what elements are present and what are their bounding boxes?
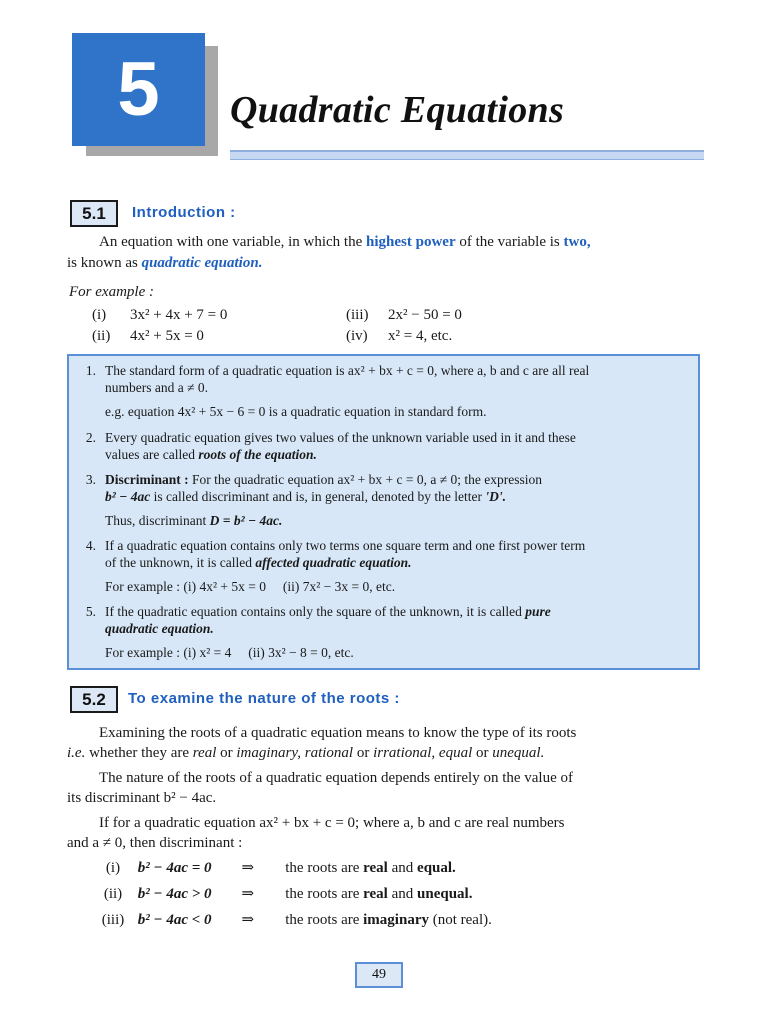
chapter-number: 5 <box>117 46 160 132</box>
note-number: 2. <box>85 430 96 445</box>
nature-paragraph: its discriminant b² − 4ac. <box>67 790 217 806</box>
section-number: 5.2 <box>70 686 118 713</box>
note-number: 3. <box>85 472 96 487</box>
example-item: (iii) 2x² − 50 = 0 <box>346 307 462 323</box>
note-text: numbers and a ≠ 0. <box>105 380 209 395</box>
nature-paragraph: If for a quadratic equation ax² + bx + c = 0; where a, b and c are real numbers <box>99 815 565 831</box>
note-text: quadratic equation. <box>105 621 214 636</box>
note-example: For example : (i) 4x² + 5x = 0 (ii) 7x² − 3x = 0, etc. <box>105 579 396 594</box>
note-text: of the unknown, it is called affected quadratic equation. <box>105 555 412 570</box>
note-number: 5. <box>85 604 96 619</box>
note-text: b² − 4ac is called discriminant and is, in general, denoted by the letter 'D'. <box>105 489 507 504</box>
nature-paragraph: and a ≠ 0, then discriminant : <box>67 835 243 851</box>
intro-paragraph-line2: is known as quadratic equation. <box>67 255 263 271</box>
note-example: e.g. equation 4x² + 5x − 6 = 0 is a quadratic equation in standard form. <box>105 404 487 419</box>
title-underline <box>230 150 704 160</box>
note-example: Thus, discriminant D = b² − 4ac. <box>105 513 283 528</box>
note-text: Every quadratic equation gives two values of the unknown variable used in it and these <box>105 430 576 445</box>
nature-paragraph: Examining the roots of a quadratic equation means to know the type of its roots <box>99 725 577 741</box>
note-example: For example : (i) x² = 4 (ii) 3x² − 8 = 0, etc. <box>105 645 354 660</box>
section-number: 5.1 <box>70 200 118 227</box>
example-item: (ii) 4x² + 5x = 0 <box>92 328 204 344</box>
page-number <box>355 962 403 988</box>
intro-paragraph-line1: An equation with one variable, in which the highest power of the variable is two, <box>99 234 591 250</box>
note-text: If a quadratic equation contains only two terms one square term and one first power term <box>105 538 586 553</box>
example-label: For example : <box>69 284 154 300</box>
chapter-title: Quadratic Equations <box>230 89 565 131</box>
discriminant-case: (iii) b² − 4ac < 0 ⇒ the roots are imaginary (not real). <box>101 912 492 928</box>
discriminant-case: (ii) b² − 4ac > 0 ⇒ the roots are real and unequal. <box>103 886 473 902</box>
note-number: 1. <box>85 363 96 378</box>
note-text: Discriminant : For the quadratic equation ax² + bx + c = 0, a ≠ 0; the expression <box>105 472 542 487</box>
chapter-badge <box>72 33 205 146</box>
discriminant-case: (i) b² − 4ac = 0 ⇒ the roots are real and equal. <box>105 860 456 876</box>
nature-paragraph: i.e. whether they are real or imaginary, rational or irrational, equal or unequal. <box>67 745 545 761</box>
note-number: 4. <box>85 538 96 553</box>
note-text: values are called roots of the equation. <box>105 447 317 462</box>
example-item: (iv) x² = 4, etc. <box>346 328 453 344</box>
note-text: The standard form of a quadratic equation is ax² + bx + c = 0, where a, b and c are all real <box>105 363 590 378</box>
page-number-text: 49 <box>372 967 386 982</box>
section-title: To examine the nature of the roots : <box>128 690 400 707</box>
nature-paragraph: The nature of the roots of a quadratic equation depends entirely on the value of <box>99 770 573 786</box>
example-item: (i) 3x² + 4x + 7 = 0 <box>92 307 228 323</box>
section-title: Introduction : <box>132 204 236 221</box>
note-text: If the quadratic equation contains only the square of the unknown, it is called pure <box>105 604 551 619</box>
